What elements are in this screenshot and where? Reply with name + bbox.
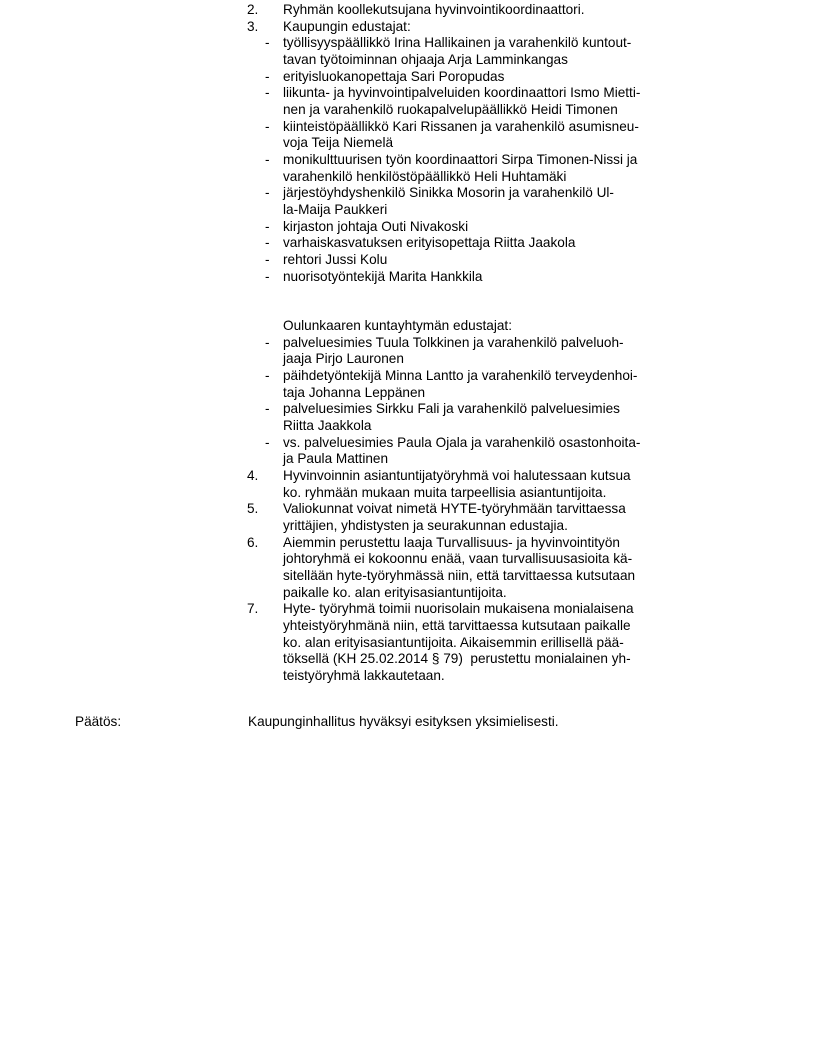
list-dash-marker: -	[265, 35, 270, 51]
numbered-item-line	[0, 551, 816, 568]
bullet-item-line	[0, 169, 816, 186]
bullet-item-line	[0, 335, 816, 352]
list-line-text: tavan työtoiminnan ohjaaja Arja Lamminkangas	[283, 51, 568, 67]
list-dash-marker: -	[265, 434, 270, 450]
list-line-text: työllisyyspäällikkö Irina Hallikainen ja varahenkilö kuntout-	[283, 35, 632, 51]
list-line-text: Hyvinvoinnin asiantuntijatyöryhmä voi halutessaan kutsua	[283, 468, 631, 484]
bullet-item-line	[0, 351, 816, 368]
list-number-marker: 4.	[247, 468, 259, 484]
list-dash-marker: -	[265, 268, 270, 284]
bullet-item-line	[0, 219, 816, 236]
bullet-item-line	[0, 451, 816, 468]
list-line-text: ko. alan erityisasiantuntijoita. Aikaisemmin erillisellä pää-	[283, 634, 624, 650]
list-line-text: kiinteistöpäällikkö Kari Rissanen ja varahenkilö asumisneu-	[283, 118, 639, 134]
list-dash-marker: -	[265, 218, 270, 234]
list-line-text: palveluesimies Sirkku Fali ja varahenkilö palveluesimies	[283, 401, 620, 417]
numbered-item-line	[0, 635, 816, 652]
list-number-marker: 6.	[247, 534, 259, 550]
list-line-text: yhteistyöryhmänä niin, että tarvittaessa kutsutaan paikalle	[283, 617, 631, 633]
list-number-marker: 5.	[247, 501, 259, 517]
list-line-text: kirjaston johtaja Outi Nivakoski	[283, 218, 469, 234]
numbered-item-line	[0, 501, 816, 518]
bullet-item-line	[0, 202, 816, 219]
list-line-text: järjestöyhdyshenkilö Sinikka Mosorin ja varahenkilö Ul-	[283, 185, 614, 201]
list-line-text: Aiemmin perustettu laaja Turvallisuus- ja hyvinvointityön	[283, 534, 620, 550]
list-number-marker: 7.	[247, 601, 259, 617]
numbered-item-line	[0, 585, 816, 602]
list-line-text: nen ja varahenkilö ruokapalvelupäällikkö Heidi Timonen	[283, 101, 618, 117]
list-dash-marker: -	[265, 334, 270, 350]
bullet-item-line	[0, 52, 816, 69]
list-line-text: teistyöryhmä lakkautetaan.	[283, 667, 445, 683]
decision-text: Kaupunginhallitus hyväksyi esityksen yksimielisesti.	[248, 714, 559, 729]
list-line-text: rehtori Jussi Kolu	[283, 251, 388, 267]
list-dash-marker: -	[265, 368, 270, 384]
bullet-item-line	[0, 235, 816, 252]
list-dash-marker: -	[265, 85, 270, 101]
list-line-text: palveluesimies Tuula Tolkkinen ja varahenkilö palveluoh-	[283, 334, 624, 350]
list-dash-marker: -	[265, 118, 270, 134]
list-number-marker: 3.	[247, 18, 259, 34]
list-line-text: johtoryhmä ei kokoonnu enää, vaan turvallisuusasioita kä-	[283, 551, 633, 567]
list-dash-marker: -	[265, 185, 270, 201]
list-line-text: ko. ryhmään mukaan muita tarpeellisia asiantuntijoita.	[283, 484, 607, 500]
list-line-text: sitellään hyte-työryhmässä niin, että tarvittaessa kutsutaan	[283, 568, 636, 583]
list-line-text: la-Maija Paukkeri	[283, 201, 388, 217]
list-line-text: töksellä (KH 25.02.2014 § 79) perustettu monialainen yh-	[283, 651, 631, 667]
list-dash-marker: -	[265, 251, 270, 267]
list-line-text: Kaupungin edustajat:	[283, 18, 411, 34]
decision-row	[0, 714, 816, 781]
bullet-item-line	[0, 401, 816, 418]
numbered-item-line	[0, 618, 816, 635]
list-dash-marker: -	[265, 401, 270, 417]
numbered-item-line	[0, 2, 816, 19]
bullet-item-line	[0, 69, 816, 86]
list-line-text: monikulttuurisen työn koordinaattori Sirpa Timonen-Nissi ja	[283, 151, 638, 167]
bullet-item-line	[0, 135, 816, 152]
list-line-text: nuorisotyöntekijä Marita Hankkila	[283, 268, 483, 284]
list-line-text: jaaja Pirjo Lauronen	[283, 351, 404, 367]
bullet-item-line	[0, 35, 816, 52]
list-line-text: vs. palveluesimies Paula Ojala ja varahenkilö osastonhoita-	[283, 434, 641, 450]
bullet-item-line	[0, 435, 816, 452]
list-number-marker: 2.	[247, 2, 259, 17]
list-line-text: Oulunkaaren kuntayhtymän edustajat:	[283, 318, 512, 334]
list-line-text: varhaiskasvatuksen erityisopettaja Riitta Jaakola	[283, 235, 576, 251]
list-dash-marker: -	[265, 235, 270, 251]
decision-label: Päätös:	[75, 714, 122, 729]
list-dash-marker: -	[265, 68, 270, 84]
list-dash-marker: -	[265, 151, 270, 167]
list-line-text: erityisluokanopettaja Sari Poropudas	[283, 68, 505, 84]
numbered-item-line	[0, 19, 816, 36]
list-line-text: Ryhmän koollekutsujana hyvinvointikoordinaattori.	[283, 2, 585, 17]
list-line-text: paikalle ko. alan erityisasiantuntijoita.	[283, 584, 507, 600]
list-line-text: yrittäjien, yhdistysten ja seurakunnan edustajia.	[283, 518, 568, 534]
numbered-item-line	[0, 518, 816, 535]
numbered-item-line	[0, 535, 816, 552]
list-line-text: voja Teija Niemelä	[283, 135, 394, 151]
list-line-text: Valiokunnat voivat nimetä HYTE-työryhmään tarvittaessa	[283, 501, 626, 517]
bullet-item-line	[0, 269, 816, 286]
bullet-item-line	[0, 252, 816, 269]
list-line-text: taja Johanna Leppänen	[283, 384, 426, 400]
list-line-text: liikunta- ja hyvinvointipalveluiden koordinaattori Ismo Mietti-	[283, 85, 641, 101]
numbered-item-line	[0, 485, 816, 502]
numbered-item-line	[0, 568, 816, 585]
list-line-text: Riitta Jaakkola	[283, 418, 372, 434]
bullet-item-line	[0, 85, 816, 102]
list-line-text: ja Paula Mattinen	[283, 451, 389, 467]
section-heading-line	[0, 318, 816, 335]
bullet-item-line	[0, 102, 816, 119]
bullet-item-line	[0, 418, 816, 435]
bullet-item-line	[0, 119, 816, 136]
list-line-text: päihdetyöntekijä Minna Lantto ja varahenkilö terveydenhoi-	[283, 368, 638, 384]
bullet-item-line	[0, 368, 816, 385]
list-line-text: varahenkilö henkilöstöpäällikkö Heli Huhtamäki	[283, 168, 567, 184]
list-spacer	[0, 285, 816, 318]
list-line-text: Hyte- työryhmä toimii nuorisolain mukaisena monialaisena	[283, 601, 634, 617]
bullet-item-line	[0, 185, 816, 202]
numbered-item-line	[0, 601, 816, 618]
numbered-item-line	[0, 651, 816, 668]
numbered-item-line	[0, 468, 816, 485]
resolution-list	[0, 2, 816, 685]
numbered-item-line	[0, 668, 816, 685]
bullet-item-line	[0, 152, 816, 169]
bullet-item-line	[0, 385, 816, 402]
